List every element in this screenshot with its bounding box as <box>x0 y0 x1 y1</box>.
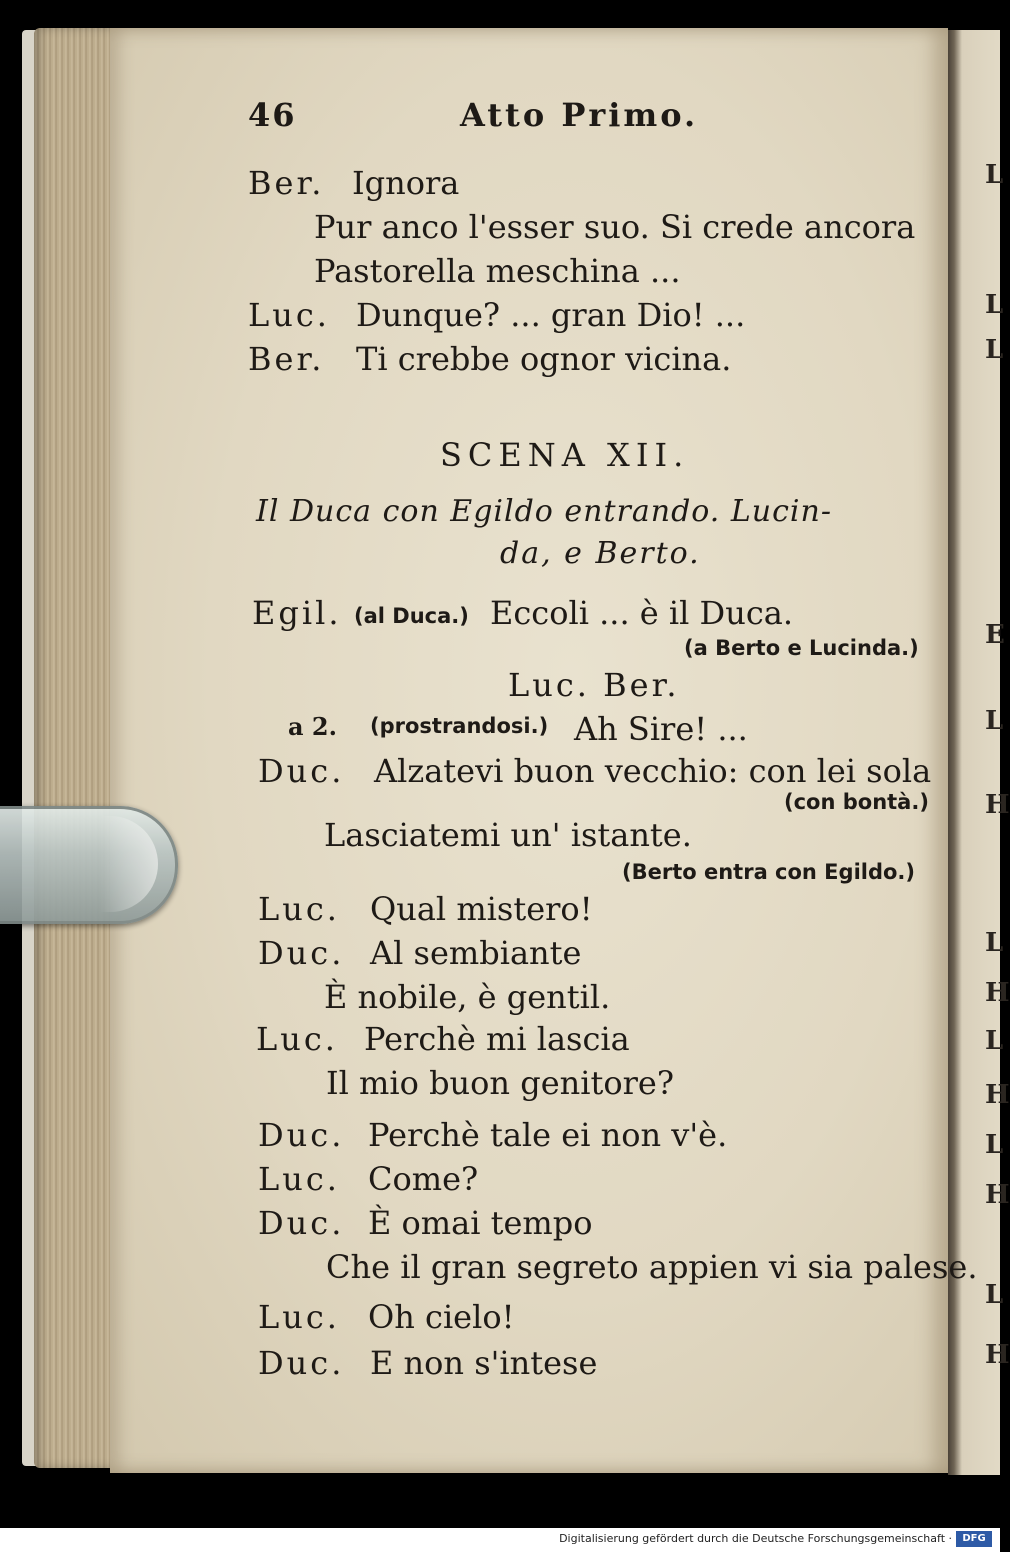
stage-direction: (Berto entra con Egildo.) <box>622 860 915 884</box>
verse-line: Perchè tale ei non v'è. <box>368 1116 728 1154</box>
verse-line: E non s'intese <box>370 1344 598 1382</box>
stage-direction: (a Berto e Lucinda.) <box>684 636 919 660</box>
speaker-label: Duc. <box>258 1344 345 1382</box>
speaker-label: Luc. <box>258 1298 340 1336</box>
footer-bar <box>0 1528 1000 1552</box>
speaker-label: Luc. <box>248 296 330 334</box>
facing-page-glyph: L <box>985 1026 1004 1056</box>
speaker-label: Duc. <box>258 1204 345 1242</box>
verse-line: Ah Sire! ... <box>574 710 748 748</box>
speaker-label: Duc. <box>258 934 345 972</box>
verse-line: Che il gran segreto appien vi sia palese. <box>326 1248 978 1286</box>
speaker-label: Egil. <box>252 594 342 632</box>
speaker-label: Duc. <box>258 1116 345 1154</box>
verse-line: Lasciatemi un' istante. <box>324 816 692 854</box>
facing-page-glyph: H <box>985 1080 1010 1110</box>
verse-line: Come? <box>368 1160 479 1198</box>
speaker-label: Ber. <box>248 164 325 202</box>
stage-direction: (con bontà.) <box>784 790 929 814</box>
page-clip <box>0 806 178 924</box>
speaker-label: Luc. Ber. <box>508 666 680 704</box>
scene-description: da, e Berto. <box>500 536 701 571</box>
facing-page-glyph: L <box>985 290 1004 320</box>
speaker-label: Luc. <box>258 1160 340 1198</box>
facing-page-glyph: L <box>985 928 1004 958</box>
running-title: Atto Primo. <box>460 96 699 134</box>
facing-page-glyph: L <box>985 1130 1004 1160</box>
facing-page-glyph: H <box>985 1180 1010 1210</box>
facing-page-glyph: H <box>985 1340 1010 1370</box>
page-number: 46 <box>248 96 297 134</box>
stage-direction: (al Duca.) <box>354 604 469 628</box>
facing-page-glyph: L <box>985 335 1004 365</box>
page-edges <box>34 28 116 1468</box>
speaker-label: Duc. <box>258 752 345 790</box>
verse-line: Pur anco l'esser suo. Si crede ancora <box>314 208 916 246</box>
stage-direction: (prostrandosi.) <box>370 714 549 738</box>
facing-page-glyph: L <box>985 1280 1004 1310</box>
facing-page-glyph: L <box>985 706 1004 736</box>
scene-title: SCENA XII. <box>440 436 690 474</box>
verse-line: Qual mistero! <box>370 890 593 928</box>
speaker-label: Luc. <box>256 1020 338 1058</box>
speaker-label: Luc. <box>258 890 340 928</box>
verse-line: Al sembiante <box>370 934 582 972</box>
footer-credit: Digitalisierung gefördert durch die Deutsche Forschungsgemeinschaft · <box>559 1532 952 1545</box>
facing-page-glyph: L <box>985 160 1004 190</box>
verse-line: Il mio buon genitore? <box>326 1064 674 1102</box>
facing-page-glyph: H <box>985 790 1010 820</box>
verse-line: Oh cielo! <box>368 1298 515 1336</box>
page-clip-highlight <box>100 816 158 912</box>
verse-line: Alzatevi buon vecchio: con lei sola <box>374 752 932 790</box>
verse-line: Ti crebbe ognor vicina. <box>356 340 732 378</box>
facing-page-glyph: E <box>985 620 1005 650</box>
verse-line: Pastorella meschina ... <box>314 252 681 290</box>
scene-description: Il Duca con Egildo entrando. Lucin- <box>256 494 832 529</box>
verse-line: Ignora <box>352 164 460 202</box>
dfg-logo: DFG <box>956 1531 992 1547</box>
verse-line: Perchè mi lascia <box>364 1020 630 1058</box>
verse-line: È nobile, è gentil. <box>324 978 611 1016</box>
speaker-label: Ber. <box>248 340 325 378</box>
verse-line: È omai tempo <box>368 1204 593 1242</box>
facing-page-glyph: H <box>985 978 1010 1008</box>
verse-line: Dunque? ... gran Dio! ... <box>356 296 746 334</box>
speaker-label: a 2. <box>288 712 337 741</box>
verse-line: Eccoli ... è il Duca. <box>490 594 793 632</box>
